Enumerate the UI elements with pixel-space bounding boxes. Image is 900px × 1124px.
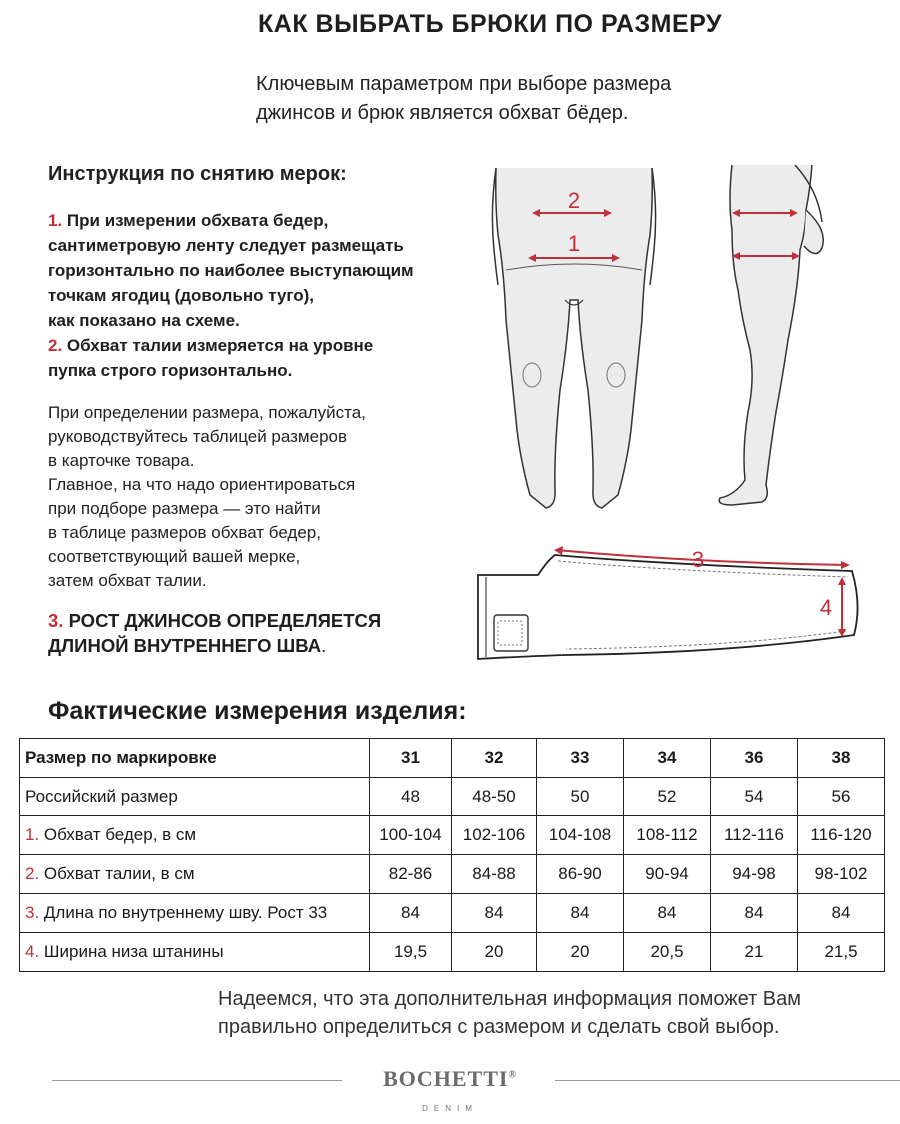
table-cell: 108-112 xyxy=(624,816,711,855)
closing-text xyxy=(218,985,801,1041)
instructions-heading: Инструкция по снятию мерок: xyxy=(48,163,347,185)
row-label: 2. Обхват талии, в см xyxy=(20,855,370,894)
table-cell: 21,5 xyxy=(798,933,885,972)
closing-line: правильно определиться с размером и сделать свой выбор. xyxy=(218,1016,780,1038)
table-cell: 82-86 xyxy=(370,855,452,894)
jeans-length-diagram xyxy=(470,535,870,665)
table-cell: 102-106 xyxy=(452,816,537,855)
table-cell: 112-116 xyxy=(711,816,798,855)
table-cell: 84 xyxy=(452,894,537,933)
guidance-line: соответствующий вашей мерке, xyxy=(48,547,301,566)
page-title: КАК ВЫБРАТЬ БРЮКИ ПО РАЗМЕРУ xyxy=(258,10,723,38)
row-label: Российский размер xyxy=(20,778,370,816)
table-cell: 84 xyxy=(370,894,452,933)
brand-subtitle: DENIM xyxy=(422,1104,478,1113)
size-header: 33 xyxy=(537,739,624,778)
table-row xyxy=(20,855,885,894)
size-table xyxy=(19,738,885,972)
front-figure xyxy=(492,168,655,508)
table-heading: Фактические измерения изделия: xyxy=(48,697,467,725)
size-header: 38 xyxy=(798,739,885,778)
step-3-line: 3. РОСТ ДЖИНСОВ ОПРЕДЕЛЯЕТСЯ xyxy=(48,610,382,631)
step-1-number: 1. xyxy=(48,211,63,230)
step-1-line: сантиметровую ленту следует размещать xyxy=(48,236,404,255)
table-cell: 84 xyxy=(537,894,624,933)
size-header: 36 xyxy=(711,739,798,778)
table-cell: 90-94 xyxy=(624,855,711,894)
hip-label: 1 xyxy=(567,231,581,256)
guidance-line: в карточке товара. xyxy=(48,451,195,470)
footer-divider xyxy=(52,1080,342,1081)
guidance-line: при подборе размера — это найти xyxy=(48,499,321,518)
table-cell: 20 xyxy=(537,933,624,972)
table-row xyxy=(20,933,885,972)
table-row xyxy=(20,894,885,933)
guidance-line: затем обхват талии. xyxy=(48,571,207,590)
guidance-line: в таблице размеров обхват бедер, xyxy=(48,523,321,542)
step-2-line: 2. Обхват талии измеряется на уровне xyxy=(48,336,374,355)
table-cell: 48-50 xyxy=(452,778,537,816)
side-figure xyxy=(719,165,823,505)
waist-label: 2 xyxy=(567,188,581,213)
table-cell: 56 xyxy=(798,778,885,816)
jeans-outline xyxy=(478,555,858,659)
body-measurement-diagram xyxy=(470,150,880,520)
intro-text xyxy=(256,70,671,128)
table-cell: 84-88 xyxy=(452,855,537,894)
intro-line: Ключевым параметром при выборе размера xyxy=(256,73,672,95)
step-3-number: 3. xyxy=(48,610,64,631)
size-header: 31 xyxy=(370,739,452,778)
closing-line: Надеемся, что эта дополнительная информация поможет Вам xyxy=(218,988,801,1010)
footer-divider xyxy=(555,1080,900,1081)
brand-logo xyxy=(340,1066,560,1092)
table-header-row xyxy=(20,739,885,778)
table-cell: 116-120 xyxy=(798,816,885,855)
inseam-label: 3 xyxy=(691,547,705,572)
table-cell: 98-102 xyxy=(798,855,885,894)
table-cell: 48 xyxy=(370,778,452,816)
table-cell: 86-90 xyxy=(537,855,624,894)
step-3-line: ДЛИНОЙ ВНУТРЕННЕГО ШВА. xyxy=(48,635,327,656)
row-label: 3. Длина по внутреннему шву. Рост 33 xyxy=(20,894,370,933)
table-cell: 84 xyxy=(798,894,885,933)
table-row xyxy=(20,816,885,855)
step-1-line: горизонтально по наиболее выступающим xyxy=(48,261,414,280)
table-cell: 50 xyxy=(537,778,624,816)
table-row xyxy=(20,778,885,816)
step-3-text xyxy=(48,608,381,658)
table-cell: 54 xyxy=(711,778,798,816)
brand-name: BOCHETTI xyxy=(383,1066,509,1091)
step-1-line: 1. При измерении обхвата бедер, xyxy=(48,211,329,230)
step-1-line: как показано на схеме. xyxy=(48,311,240,330)
table-cell: 94-98 xyxy=(711,855,798,894)
guidance-line: При определении размера, пожалуйста, xyxy=(48,403,366,422)
registered-mark: ® xyxy=(508,1069,517,1081)
step-2-number: 2. xyxy=(48,336,63,355)
instructions-steps xyxy=(48,208,414,383)
size-header: 34 xyxy=(624,739,711,778)
guidance-text xyxy=(48,401,366,593)
table-cell: 21 xyxy=(711,933,798,972)
step-1-line: точкам ягодиц (довольно туго), xyxy=(48,286,315,305)
row-label: 1. Обхват бедер, в см xyxy=(20,816,370,855)
row-label: 4. Ширина низа штанины xyxy=(20,933,370,972)
table-cell: 84 xyxy=(624,894,711,933)
table-cell: 100-104 xyxy=(370,816,452,855)
size-header: 32 xyxy=(452,739,537,778)
guidance-line: Главное, на что надо ориентироваться xyxy=(48,475,356,494)
leg-width-label: 4 xyxy=(819,595,833,620)
intro-line: джинсов и брюк является обхват бёдер. xyxy=(256,102,629,124)
guidance-line: руководствуйтесь таблицей размеров xyxy=(48,427,348,446)
header-label: Размер по маркировке xyxy=(20,739,370,778)
table-cell: 20,5 xyxy=(624,933,711,972)
table-cell: 19,5 xyxy=(370,933,452,972)
table-cell: 20 xyxy=(452,933,537,972)
table-cell: 104-108 xyxy=(537,816,624,855)
step-2-line: пупка строго горизонтально. xyxy=(48,361,293,380)
table-cell: 52 xyxy=(624,778,711,816)
table-cell: 84 xyxy=(711,894,798,933)
